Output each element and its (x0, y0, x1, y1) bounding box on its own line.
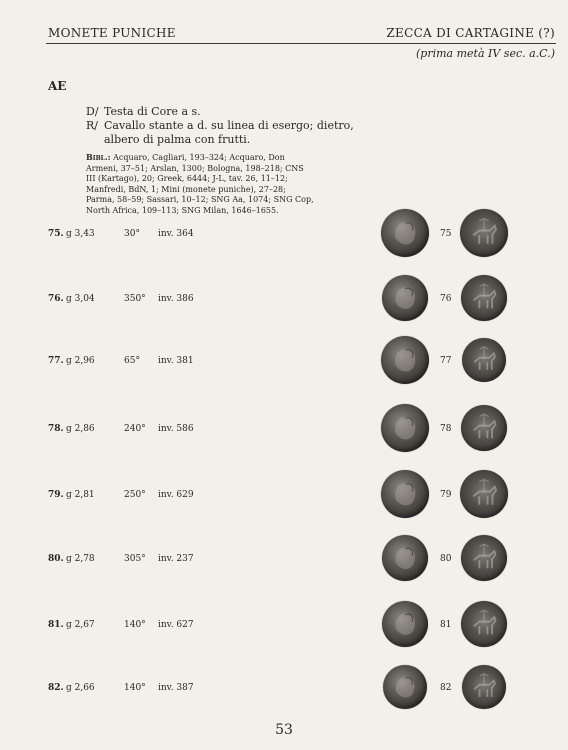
entry-number: 82. (48, 683, 64, 693)
catalogue-entry (48, 683, 194, 693)
coin-reverse-photo (462, 338, 506, 382)
coin-reverse-photo (461, 601, 507, 647)
entry-inventory: inv. 364 (158, 229, 194, 239)
catalogue-entry (48, 424, 194, 434)
catalogue-entry (48, 294, 194, 304)
plate-number: 82 (440, 683, 452, 693)
catalogue-entry (48, 620, 194, 630)
coin-obverse-photo (383, 665, 427, 709)
entry-weight: g 3,04 (66, 294, 95, 304)
bibliography-text: Acquaro, Cagliari, 193–324; Acquaro, Don Armeni, 37–51; Arslan, 1300; Bologna, 198–218; CNS III (Kartago), 20; Greek, 6444; J-L, tav. 26, 11–12; Manfredi, BdN, 1; Mini (monete puniche), 27–28; Parma, 58–59; Sassari, 10–12; SNG Aa, 1074; SNG Cop, North Africa, 109–113; SNG Milan, 1646–1655. (86, 153, 314, 215)
entry-weight: g 2,96 (66, 356, 95, 366)
coin-obverse-photo (382, 601, 428, 647)
coin-reverse-photo (462, 665, 506, 709)
page-number: 53 (275, 722, 293, 738)
entry-number: 81. (48, 620, 64, 630)
coin-reverse-photo (461, 535, 507, 581)
catalogue-entry (48, 554, 194, 564)
entry-inventory: inv. 237 (158, 554, 194, 564)
coin-reverse-photo (461, 405, 507, 451)
date-subtitle: (prima metà IV sec. a.C.) (416, 47, 555, 60)
entry-weight: g 3,43 (66, 229, 95, 239)
entry-number: 80. (48, 554, 64, 564)
plate-number: 75 (440, 229, 452, 239)
entry-weight: g 2,78 (66, 554, 95, 564)
entry-axis: 30° (124, 229, 140, 239)
entry-axis: 140° (124, 683, 146, 693)
entry-number: 79. (48, 490, 64, 500)
coin-obverse-photo (381, 470, 429, 518)
entry-inventory: inv. 387 (158, 683, 194, 693)
entry-axis: 140° (124, 620, 146, 630)
coin-obverse-photo (381, 336, 429, 384)
entry-inventory: inv. 381 (158, 356, 194, 366)
coin-obverse-photo (381, 209, 429, 257)
bibliography (86, 152, 314, 216)
obverse-label: D/ (86, 105, 99, 118)
coin-reverse-photo (460, 209, 508, 257)
entry-weight: g 2,67 (66, 620, 95, 630)
entry-axis: 65° (124, 356, 140, 366)
entry-number: 76. (48, 294, 64, 304)
entry-axis: 305° (124, 554, 146, 564)
entry-number: 78. (48, 424, 64, 434)
catalogue-entry (48, 229, 194, 239)
plate-number: 81 (440, 620, 452, 630)
coin-description (86, 105, 366, 147)
coin-reverse-photo (461, 275, 507, 321)
reverse-label: R/ (86, 119, 98, 132)
obverse-row (86, 105, 366, 119)
bibliography-label: Bibl.: (86, 152, 111, 162)
running-header-right: ZECCA DI CARTAGINE (?) (386, 26, 555, 40)
entry-axis: 350° (124, 294, 146, 304)
entry-axis: 250° (124, 490, 146, 500)
entry-inventory: inv. 386 (158, 294, 194, 304)
reverse-text: Cavallo stante a d. su linea di esergo; dietro, albero di palma con frutti. (104, 119, 354, 146)
entry-weight: g 2,66 (66, 683, 95, 693)
coin-obverse-photo (382, 535, 428, 581)
catalogue-entry (48, 356, 194, 366)
header-rule (46, 43, 556, 44)
plate-number: 77 (440, 356, 452, 366)
catalogue-entry (48, 490, 194, 500)
entry-number: 75. (48, 229, 64, 239)
plate-number: 76 (440, 294, 452, 304)
entry-weight: g 2,81 (66, 490, 95, 500)
entry-inventory: inv. 627 (158, 620, 194, 630)
coin-obverse-photo (382, 275, 428, 321)
coin-reverse-photo (460, 470, 508, 518)
plate-number: 80 (440, 554, 452, 564)
plate-number: 79 (440, 490, 452, 500)
entry-inventory: inv. 629 (158, 490, 194, 500)
entry-inventory: inv. 586 (158, 424, 194, 434)
entry-axis: 240° (124, 424, 146, 434)
entry-number: 77. (48, 356, 64, 366)
metal-label: AE (48, 79, 67, 93)
reverse-row (86, 119, 366, 147)
running-header-left: MONETE PUNICHE (48, 26, 176, 40)
entry-weight: g 2,86 (66, 424, 95, 434)
coin-obverse-photo (381, 404, 429, 452)
plate-number: 78 (440, 424, 452, 434)
obverse-text: Testa di Core a s. (104, 105, 201, 118)
